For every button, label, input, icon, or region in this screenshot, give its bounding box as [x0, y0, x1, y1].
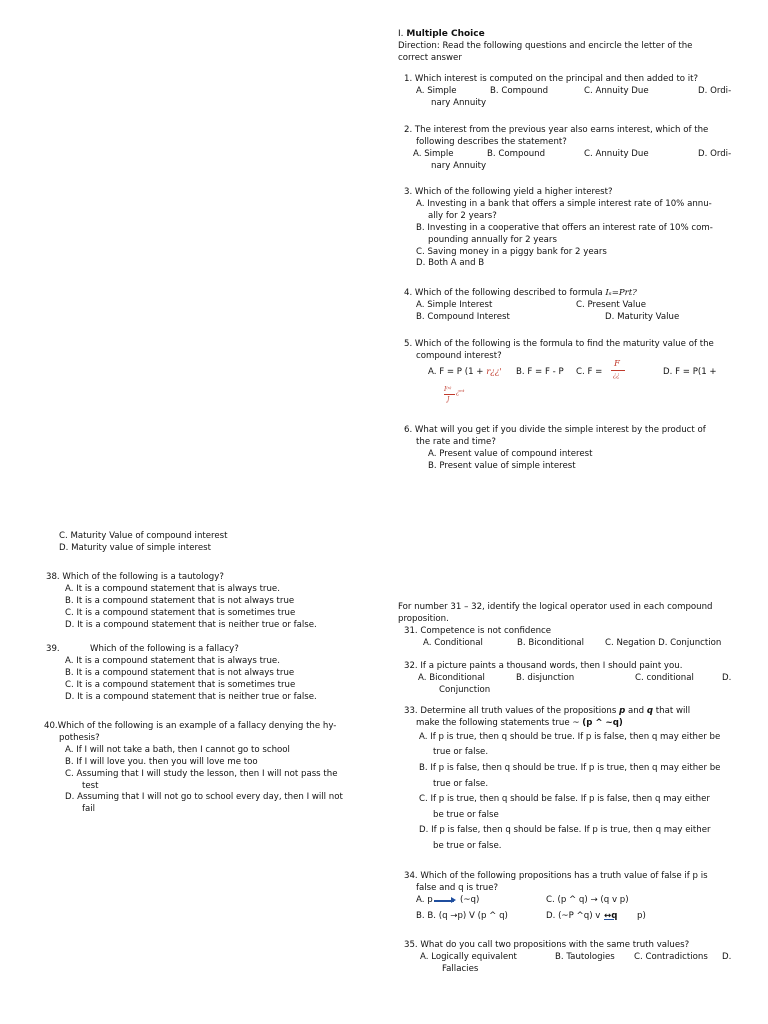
choice-a: A. Simple Interest: [416, 299, 493, 310]
choice-b: B. Biconditional: [517, 637, 585, 648]
choice-a: A. Biconditional: [418, 672, 485, 683]
direction-line-1: Direction: Read the following questions and encircle the letter of the: [398, 40, 693, 51]
question-text-line-1: 2. The interest from the previous year also earns interest, which of the: [404, 125, 709, 135]
question-35: [404, 940, 744, 976]
choices-row-2: [404, 312, 744, 324]
choice-c-d: C. Negation D. Conjunction: [605, 637, 722, 648]
choice-a-line-1: A. If p is true, then q should be true. If p is false, then q may either be: [419, 731, 721, 742]
choices-row: [404, 673, 744, 685]
question-3: [404, 187, 744, 270]
fraction-denominator: J: [447, 395, 450, 403]
choice-b-line-1: B. Investing in a cooperative that offers an interest rate of 10% com-: [416, 222, 713, 233]
section-number: I.: [398, 29, 404, 39]
section-title: [398, 29, 748, 41]
choice-c-line-2: be true or false: [433, 809, 499, 820]
choice-a: A. It is a compound statement that is always true.: [65, 583, 280, 594]
choice-b: B. B. (q →p) V (p ^ q): [416, 910, 508, 921]
question-38: [46, 572, 366, 632]
choice-b-line-2: true or false.: [433, 778, 489, 789]
choices-row: [404, 86, 744, 98]
question-6: [404, 425, 744, 473]
choice-b: B. Compound: [487, 148, 546, 159]
choice-a: A. It is a compound statement that is always true.: [65, 656, 280, 666]
question-text: [46, 644, 366, 656]
choices-row: [404, 952, 744, 964]
choice-a: A. If I will not take a bath, then I cannot go to school: [65, 744, 290, 755]
question-text-line-2: [404, 718, 754, 730]
choice-a-end: (~q): [460, 894, 480, 905]
choice-d-line-1: D. If p is false, then q should be false. If p is true, then q may either: [419, 825, 711, 836]
choice-d-line-1: D. Assuming that I will not go to school every day, then I will not: [65, 792, 343, 803]
choice-c-line-2: test: [82, 780, 99, 791]
choice-b-line-2: pounding annually for 2 years: [428, 234, 557, 245]
choice-b: B. F = F - P: [516, 366, 564, 377]
fraction-denominator: ¿¿: [613, 371, 620, 379]
fraction-numerator: F: [614, 358, 620, 369]
choice-c: C. It is a compound statement that is sometimes true: [65, 607, 296, 618]
choice-b: B. Tautologies: [555, 951, 615, 962]
choice-d-continued: nary Annuity: [431, 97, 487, 108]
choice-d: D. Ordi-: [698, 148, 732, 159]
choice-d-symbol: ↔q: [604, 910, 618, 921]
question-text-line-2: following describes the statement?: [416, 136, 567, 147]
choice-d-line-2: fail: [82, 804, 96, 815]
choice-d-line-2: be true or false.: [433, 840, 502, 851]
choice-d: D.: [722, 951, 732, 962]
question-2: [404, 125, 744, 173]
choice-d: D. F = P(1 +: [663, 366, 717, 377]
fraction-bar: [611, 370, 625, 371]
variable-q: q: [646, 706, 654, 716]
choice-c-line-1: C. Assuming that I will study the lesson, then I will not pass the: [65, 768, 338, 779]
question-31: [404, 626, 744, 650]
question-text: 31. Competence is not confidence: [404, 626, 552, 636]
fraction-exponent: ¿ᵐᵗ: [456, 388, 465, 396]
choice-b: B. It is a compound statement that is not always true: [65, 595, 295, 606]
question-1: [404, 74, 744, 110]
question-text: 1. Which interest is computed on the principal and then added to it?: [404, 74, 699, 84]
choice-a-line-2: ally for 2 years?: [428, 210, 497, 221]
question-6-continued: [59, 531, 359, 555]
choices-row: [404, 638, 744, 650]
choice-b: B. Compound: [490, 85, 549, 96]
question-text-start: 33. Determine all truth values of the propositions: [404, 706, 617, 716]
choice-b: B. Compound Interest: [416, 311, 510, 322]
question-text-end: that will: [655, 706, 691, 716]
choice-c: C. Saving money in a piggy bank for 2 years: [416, 246, 607, 257]
choice-a-line-1: A. Investing in a bank that offers a simple interest rate of 10% annu-: [416, 198, 712, 209]
variable-p: p: [619, 706, 626, 716]
fraction-bar: [444, 394, 455, 395]
choice-d-end: p): [637, 910, 646, 921]
choice-b-line-1: B. If p is false, then q should be true. If p is true, then q may either be: [419, 763, 721, 773]
question-33: [404, 706, 754, 855]
choice-d-continued: nary Annuity: [431, 160, 487, 171]
and-text: and: [627, 706, 645, 716]
choice-c: C. Present Value: [576, 299, 647, 310]
choice-d: D. It is a compound statement that is neither true or false.: [65, 619, 317, 630]
choice-c: C. Contradictions: [634, 951, 708, 962]
question-34: [404, 871, 744, 923]
choice-b: B. If I will love you. then you will love me too: [65, 756, 258, 767]
question-40: [44, 721, 374, 816]
choice-a: [428, 367, 502, 379]
question-text-line-2-text: make the following statements true ~: [416, 717, 580, 728]
choice-d: D. Maturity value of simple interest: [59, 542, 211, 553]
question-32: [404, 661, 744, 697]
choice-a-formula: r¿¿': [486, 366, 502, 377]
choice-a-text: A. F = P (1 +: [428, 366, 484, 377]
choice-d: D. Both A and B: [416, 258, 485, 269]
choice-d-continued: Conjunction: [439, 684, 491, 695]
choice-c-text: C. F =: [576, 366, 603, 377]
choice-c: C. (p ^ q) → (q v p): [546, 894, 629, 905]
question-text: 35. What do you call two propositions with the same truth values?: [404, 940, 690, 950]
proposition-expression: (p ^ ~q): [582, 717, 623, 728]
section-multiple-choice: [398, 29, 748, 65]
choice-d: D. It is a compound statement that is neither true or false.: [65, 691, 317, 702]
arrow-head-icon: [451, 897, 456, 903]
question-text-prefix: 4. Which of the following described to formula: [404, 288, 603, 298]
fraction-numerator: I⁽ˢ⁾: [444, 385, 452, 393]
choices-row-1: [404, 300, 744, 312]
question-text-line-2: false and q is true?: [416, 882, 499, 893]
choice-b: B. disjunction: [516, 672, 575, 683]
choice-a: A. Present value of compound interest: [428, 448, 593, 459]
choice-d-start: D. (~P ^q) v: [546, 910, 601, 921]
choice-d: D. Ordi-: [698, 85, 732, 96]
question-text: 38. Which of the following is a tautology?: [46, 572, 224, 582]
question-text-line-2: pothesis?: [59, 732, 100, 743]
choice-a: A. Logically equivalent: [420, 951, 517, 962]
question-text: 3. Which of the following yield a higher interest?: [404, 187, 613, 197]
question-text-line-2: compound interest?: [416, 350, 502, 361]
choices-row-1: [404, 895, 744, 911]
question-text-body: Which of the following is a fallacy?: [90, 644, 239, 654]
choice-d-continued: Fallacies: [442, 963, 479, 974]
simple-interest-formula: Iₛ=Prt?: [605, 288, 637, 298]
choice-b: B. Present value of simple interest: [428, 460, 576, 471]
direction-line-2: correct answer: [398, 52, 462, 63]
choices-row-2: [404, 911, 744, 923]
question-text: [404, 288, 744, 300]
section-heading: Multiple Choice: [406, 29, 485, 39]
choice-a: A. Conditional: [423, 637, 483, 648]
choices-row: [404, 358, 744, 381]
section-intro-line-2: proposition.: [398, 613, 449, 624]
choice-c: C. Maturity Value of compound interest: [59, 531, 228, 541]
choice-b: B. It is a compound statement that is not always true: [65, 667, 295, 678]
choice-c: C. It is a compound statement that is sometimes true: [65, 679, 296, 690]
choice-c-line-1: C. If p is true, then q should be false. If p is false, then q may either: [419, 794, 710, 805]
choices-row: [404, 149, 744, 161]
question-text-line-2: the rate and time?: [416, 436, 496, 447]
question-4: [404, 288, 744, 324]
question-number: 39.: [46, 644, 60, 654]
choice-a: A. Simple: [416, 85, 457, 96]
choice-a: A. Simple: [413, 148, 454, 159]
choice-d: D.: [722, 672, 732, 683]
section-logical-operators: [398, 602, 748, 626]
question-39: [46, 644, 366, 704]
choice-a-line-2: true or false.: [433, 747, 489, 758]
choice-d-continued: [404, 381, 744, 409]
question-text: 32. If a picture paints a thousand words, then I should paint you.: [404, 661, 683, 671]
choice-c: C. Annuity Due: [584, 85, 649, 96]
question-text-line-1: [404, 706, 754, 718]
choice-c: C. Annuity Due: [584, 148, 649, 159]
question-text-line-1: 6. What will you get if you divide the simple interest by the product of: [404, 425, 706, 435]
choice-d: D. Maturity Value: [605, 311, 680, 322]
question-5: [404, 339, 744, 409]
question-text-line-1: 5. Which of the following is the formula to find the maturity value of the: [404, 339, 714, 349]
question-text-line-1: 34. Which of the following propositions has a truth value of false if p is: [404, 871, 708, 881]
choice-c: C. conditional: [635, 672, 694, 683]
question-text-line-1: 40.Which of the following is an example of a fallacy denying the hy-: [44, 721, 337, 731]
choice-a-text: A. p: [416, 894, 433, 905]
section-intro-line-1: For number 31 – 32, identify the logical operator used in each compound: [398, 602, 713, 612]
